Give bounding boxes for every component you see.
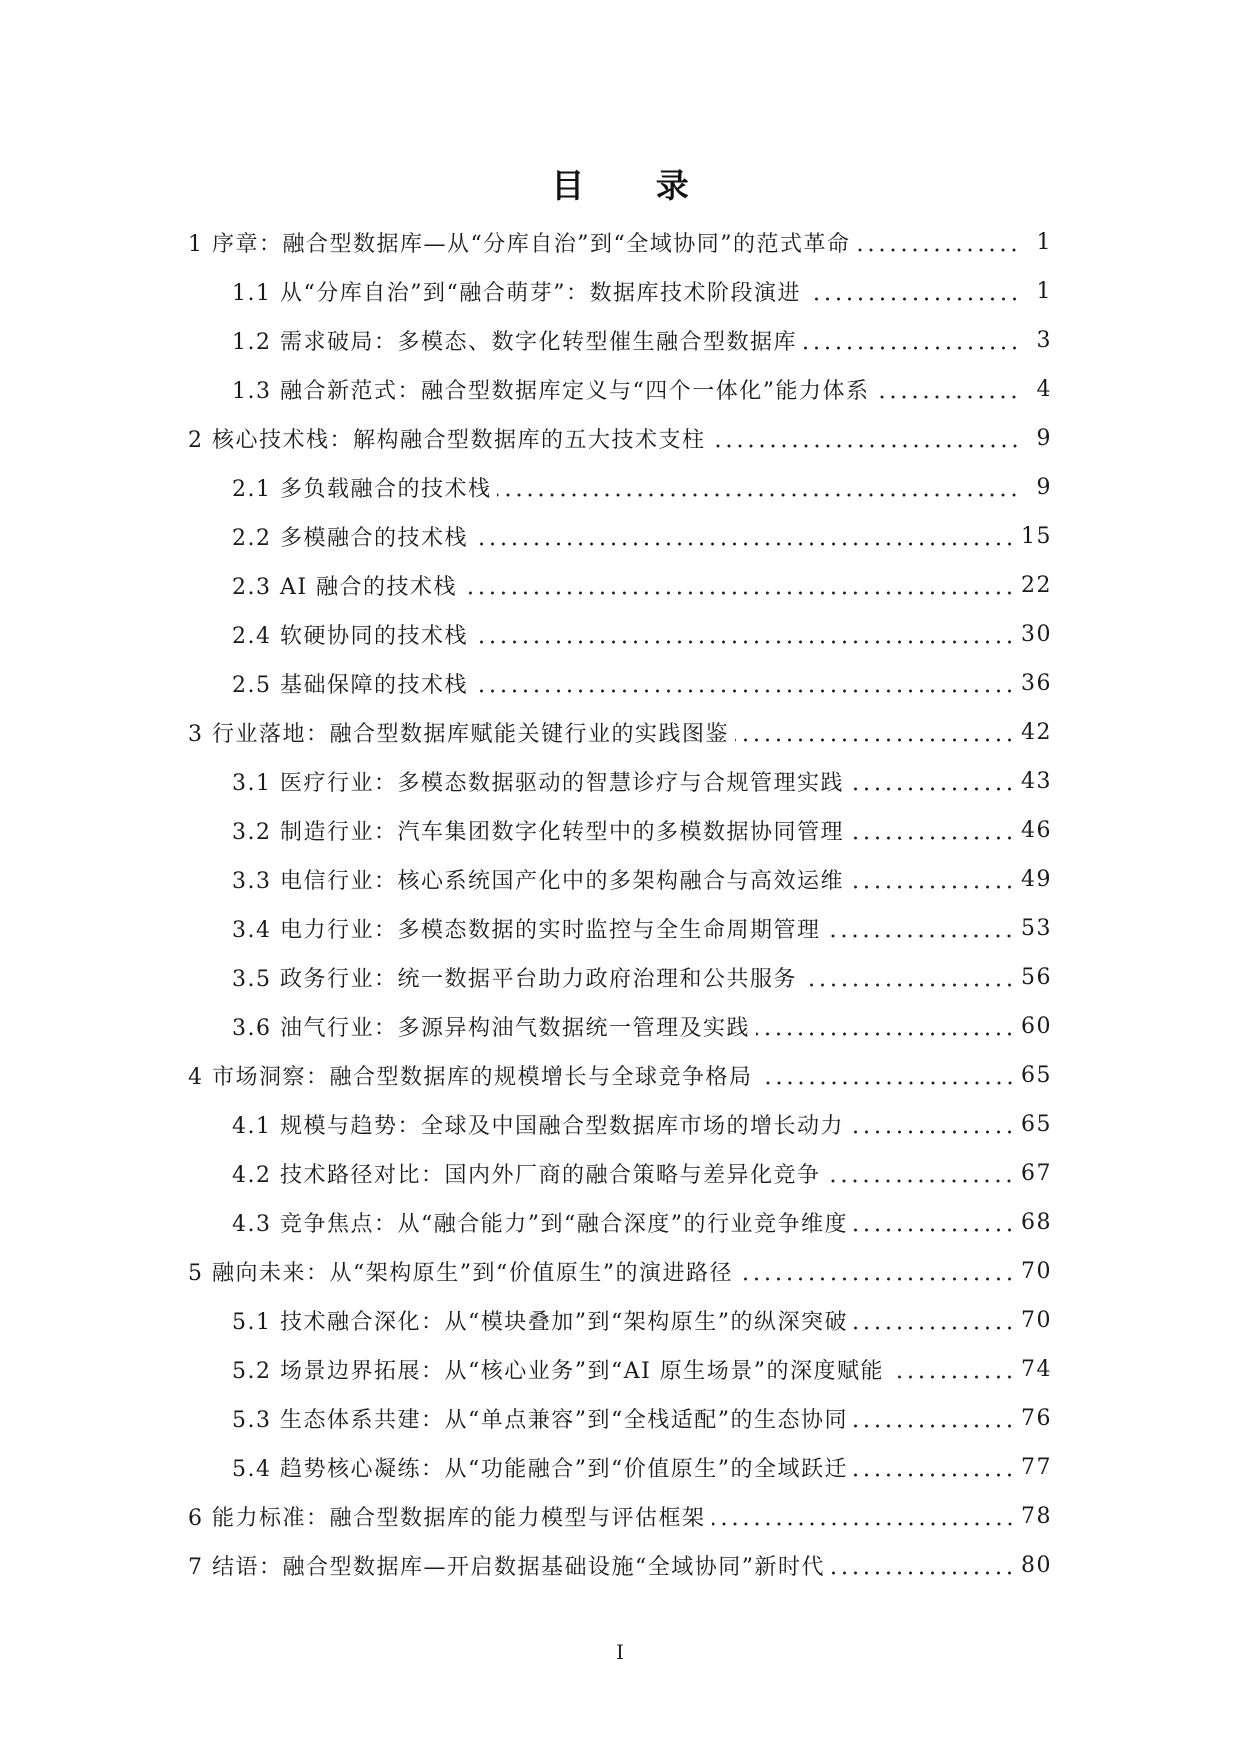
toc-section-entry[interactable]	[0, 1394, 1240, 1443]
dot-leader	[474, 688, 1015, 694]
toc-entry-title: 4.1 规模与趋势：全球及中国融合型数据库市场的增长动力	[232, 1114, 844, 1139]
toc-title: 目 录	[551, 166, 719, 205]
toc-entry-page-number: 74	[1021, 1357, 1052, 1382]
toc-entry-page-number: 9	[1036, 475, 1052, 500]
toc-section-entry[interactable]	[0, 561, 1240, 610]
dot-leader	[854, 1472, 1015, 1478]
toc-section-entry[interactable]	[0, 855, 1240, 904]
toc-entry-title: 2.1 多负载融合的技术栈	[232, 477, 492, 502]
dot-leader	[875, 394, 1020, 400]
toc-entry-title: 7 结语：融合型数据库—开启数据基础设施“全域协同”新时代	[188, 1555, 825, 1580]
toc-entry-page-number: 3	[1036, 328, 1052, 353]
toc-entry-page-number: 53	[1021, 916, 1052, 941]
toc-entry-title: 4.2 技术路径对比：国内外厂商的融合策略与差异化竞争	[232, 1163, 821, 1188]
dot-leader	[474, 541, 1015, 547]
toc-entry-page-number: 77	[1021, 1455, 1052, 1480]
page-number-footer: I	[616, 1640, 624, 1664]
dot-leader	[850, 1129, 1015, 1135]
toc-section-entry[interactable]	[0, 365, 1240, 414]
toc-section-entry[interactable]	[0, 1345, 1240, 1394]
dot-leader	[854, 1325, 1015, 1331]
toc-entry-title: 2.5 基础保障的技术栈	[232, 673, 468, 698]
toc-entry-page-number: 70	[1021, 1308, 1052, 1333]
table-of-contents	[0, 218, 1240, 1590]
dot-leader	[807, 296, 1020, 302]
toc-entry-page-number: 49	[1021, 867, 1052, 892]
dot-leader	[854, 1227, 1015, 1233]
toc-chapter-entry[interactable]	[0, 1051, 1240, 1100]
toc-section-entry[interactable]	[0, 1296, 1240, 1345]
dot-leader	[856, 247, 1020, 253]
dot-leader	[826, 933, 1015, 939]
toc-entry-title: 3.2 制造行业：汽车集团数字化转型中的多模数据协同管理	[232, 820, 844, 845]
toc-entry-title: 1 序章：融合型数据库—从“分库自治”到“全域协同”的范式革命	[188, 232, 851, 257]
toc-chapter-entry[interactable]	[0, 708, 1240, 757]
toc-section-entry[interactable]	[0, 659, 1240, 708]
dot-leader	[463, 590, 1015, 596]
toc-section-entry[interactable]	[0, 463, 1240, 512]
toc-entry-page-number: 4	[1036, 377, 1052, 402]
toc-entry-title: 3.6 油气行业：多源异构油气数据统一管理及实践	[232, 1016, 750, 1041]
toc-section-entry[interactable]	[0, 1100, 1240, 1149]
toc-entry-page-number: 30	[1021, 622, 1052, 647]
toc-entry-page-number: 65	[1021, 1112, 1052, 1137]
dot-leader	[712, 1521, 1016, 1527]
dot-leader	[803, 345, 1020, 351]
toc-section-entry[interactable]	[0, 267, 1240, 316]
toc-entry-page-number: 70	[1021, 1259, 1052, 1284]
dot-leader	[850, 786, 1015, 792]
dot-leader	[735, 737, 1015, 743]
dot-leader	[712, 443, 1021, 449]
toc-section-entry[interactable]	[0, 316, 1240, 365]
toc-entry-page-number: 67	[1021, 1161, 1052, 1186]
toc-entry-page-number: 80	[1021, 1553, 1052, 1578]
toc-entry-title: 1.3 融合新范式：融合型数据库定义与“四个一体化”能力体系	[232, 379, 870, 404]
toc-entry-page-number: 78	[1021, 1504, 1052, 1529]
toc-entry-title: 5.3 生态体系共建：从“单点兼容”到“全栈适配”的生态协同	[232, 1408, 848, 1433]
toc-section-entry[interactable]	[0, 610, 1240, 659]
dot-leader	[831, 1570, 1015, 1576]
toc-entry-title: 5.4 趋势核心凝练：从“功能融合”到“价值原生”的全域跃迁	[232, 1457, 848, 1482]
toc-entry-title: 2 核心技术栈：解构融合型数据库的五大技术支柱	[188, 428, 706, 453]
toc-entry-page-number: 43	[1021, 769, 1052, 794]
toc-entry-title: 2.3 AI 融合的技术栈	[232, 575, 458, 600]
toc-section-entry[interactable]	[0, 1002, 1240, 1051]
toc-entry-page-number: 1	[1036, 279, 1052, 304]
toc-entry-title: 1.1 从“分库自治”到“融合萌芽”：数据库技术阶段演进	[232, 281, 801, 306]
toc-entry-page-number: 65	[1021, 1063, 1052, 1088]
dot-leader	[756, 1031, 1015, 1037]
toc-entry-title: 5.2 场景边界拓展：从“核心业务”到“AI 原生场景”的深度赋能	[232, 1359, 885, 1384]
toc-section-entry[interactable]	[0, 1149, 1240, 1198]
dot-leader	[759, 1080, 1016, 1086]
dot-leader	[850, 835, 1015, 841]
toc-section-entry[interactable]	[0, 953, 1240, 1002]
toc-entry-title: 3.1 医疗行业：多模态数据驱动的智慧诊疗与合规管理实践	[232, 771, 844, 796]
toc-entry-page-number: 36	[1021, 671, 1052, 696]
toc-chapter-entry[interactable]	[0, 414, 1240, 463]
toc-entry-page-number: 1	[1036, 230, 1052, 255]
toc-entry-title: 2.2 多模融合的技术栈	[232, 526, 468, 551]
dot-leader	[826, 1178, 1015, 1184]
dot-leader	[474, 639, 1015, 645]
dot-leader	[739, 1276, 1015, 1282]
toc-entry-page-number: 60	[1021, 1014, 1052, 1039]
toc-chapter-entry[interactable]	[0, 1541, 1240, 1590]
toc-entry-title: 2.4 软硬协同的技术栈	[232, 624, 468, 649]
toc-entry-page-number: 46	[1021, 818, 1052, 843]
toc-entry-page-number: 15	[1021, 524, 1052, 549]
toc-section-entry[interactable]	[0, 1198, 1240, 1247]
toc-entry-title: 6 能力标准：融合型数据库的能力模型与评估框架	[188, 1506, 706, 1531]
toc-entry-page-number: 22	[1021, 573, 1052, 598]
dot-leader	[803, 982, 1015, 988]
toc-section-entry[interactable]	[0, 757, 1240, 806]
toc-entry-title: 1.2 需求破局：多模态、数字化转型催生融合型数据库	[232, 330, 797, 355]
toc-section-entry[interactable]	[0, 1443, 1240, 1492]
toc-entry-page-number: 56	[1021, 965, 1052, 990]
toc-entry-title: 4.3 竞争焦点：从“融合能力”到“融合深度”的行业竞争维度	[232, 1212, 848, 1237]
toc-entry-title: 5.1 技术融合深化：从“模块叠加”到“架构原生”的纵深突破	[232, 1310, 848, 1335]
toc-chapter-entry[interactable]	[0, 1247, 1240, 1296]
dot-leader	[890, 1374, 1015, 1380]
toc-section-entry[interactable]	[0, 806, 1240, 855]
toc-entry-title: 3.5 政务行业：统一数据平台助力政府治理和公共服务	[232, 967, 797, 992]
toc-entry-title: 4 市场洞察：融合型数据库的规模增长与全球竞争格局	[188, 1065, 753, 1090]
toc-entry-page-number: 42	[1021, 720, 1052, 745]
toc-entry-title: 3.4 电力行业：多模态数据的实时监控与全生命周期管理	[232, 918, 821, 943]
toc-entry-page-number: 76	[1021, 1406, 1052, 1431]
toc-section-entry[interactable]	[0, 904, 1240, 953]
toc-entry-title: 3 行业落地：融合型数据库赋能关键行业的实践图鉴	[188, 722, 729, 747]
toc-entry-page-number: 68	[1021, 1210, 1052, 1235]
toc-section-entry[interactable]	[0, 512, 1240, 561]
toc-chapter-entry[interactable]	[0, 218, 1240, 267]
dot-leader	[497, 492, 1020, 498]
toc-entry-title: 5 融向未来：从“架构原生”到“价值原生”的演进路径	[188, 1261, 733, 1286]
dot-leader	[850, 884, 1015, 890]
toc-entry-title: 3.3 电信行业：核心系统国产化中的多架构融合与高效运维	[232, 869, 844, 894]
toc-chapter-entry[interactable]	[0, 1492, 1240, 1541]
toc-entry-page-number: 9	[1036, 426, 1052, 451]
dot-leader	[854, 1423, 1015, 1429]
